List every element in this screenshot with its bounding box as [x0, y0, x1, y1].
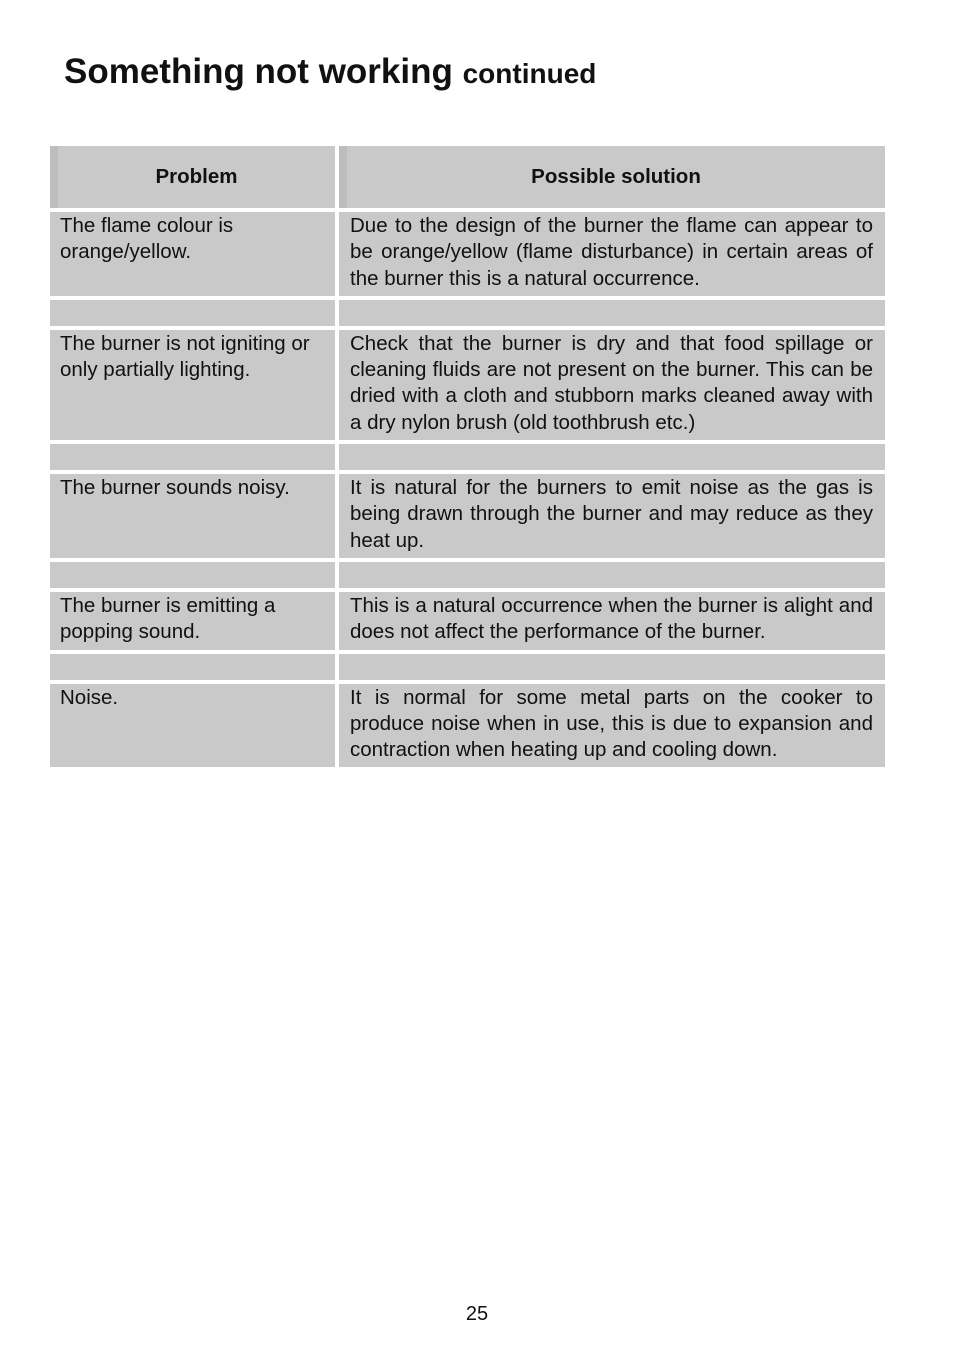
spacer-row	[50, 444, 885, 470]
table-row	[50, 474, 885, 558]
header-solution: Possible solution	[339, 146, 885, 208]
spacer-row	[50, 562, 885, 588]
table-header-row	[50, 146, 885, 208]
solution-cell: This is a natural occurrence when the burner is alight and does not affect the performance of the burner.	[339, 592, 885, 650]
table-row	[50, 212, 885, 296]
table-row	[50, 330, 885, 440]
page-number: 25	[465, 1303, 489, 1325]
problem-cell: The flame colour is orange/yellow.	[50, 212, 335, 296]
spacer-cell	[50, 562, 335, 588]
problem-cell: The burner sounds noisy.	[50, 474, 335, 558]
header-problem: Problem	[50, 146, 335, 208]
problem-cell: The burner is not igniting or only partially lighting.	[50, 330, 335, 440]
spacer-cell	[50, 300, 335, 326]
table-row	[50, 592, 885, 650]
spacer-cell	[50, 654, 335, 680]
problem-cell: The burner is emitting a popping sound.	[50, 592, 335, 650]
solution-cell: It is normal for some metal parts on the cooker to produce noise when in use, this is due to expansion and contraction when heating up and cooling down.	[339, 684, 885, 768]
page-title	[64, 50, 596, 96]
spacer-cell	[339, 654, 885, 680]
spacer-cell	[50, 444, 335, 470]
spacer-row	[50, 300, 885, 326]
table-row	[50, 684, 885, 768]
solution-cell: Check that the burner is dry and that food spillage or cleaning fluids are not present on the burner. This can be dried with a cloth and stubborn marks cleaned away with a dry nylon brush (old toothbrush etc.)	[339, 330, 885, 440]
page-title-main: Something not working	[64, 52, 453, 91]
spacer-cell	[339, 562, 885, 588]
solution-cell: It is natural for the burners to emit noise as the gas is being drawn through the burner and may reduce as they heat up.	[339, 474, 885, 558]
spacer-cell	[339, 300, 885, 326]
page-title-suffix: continued	[462, 58, 597, 89]
solution-cell: Due to the design of the burner the flame can appear to be orange/yellow (flame disturbance) in certain areas of the burner this is a natural occurrence.	[339, 212, 885, 296]
spacer-cell	[339, 444, 885, 470]
troubleshooting-table	[50, 146, 885, 767]
spacer-row	[50, 654, 885, 680]
problem-cell: Noise.	[50, 684, 335, 768]
